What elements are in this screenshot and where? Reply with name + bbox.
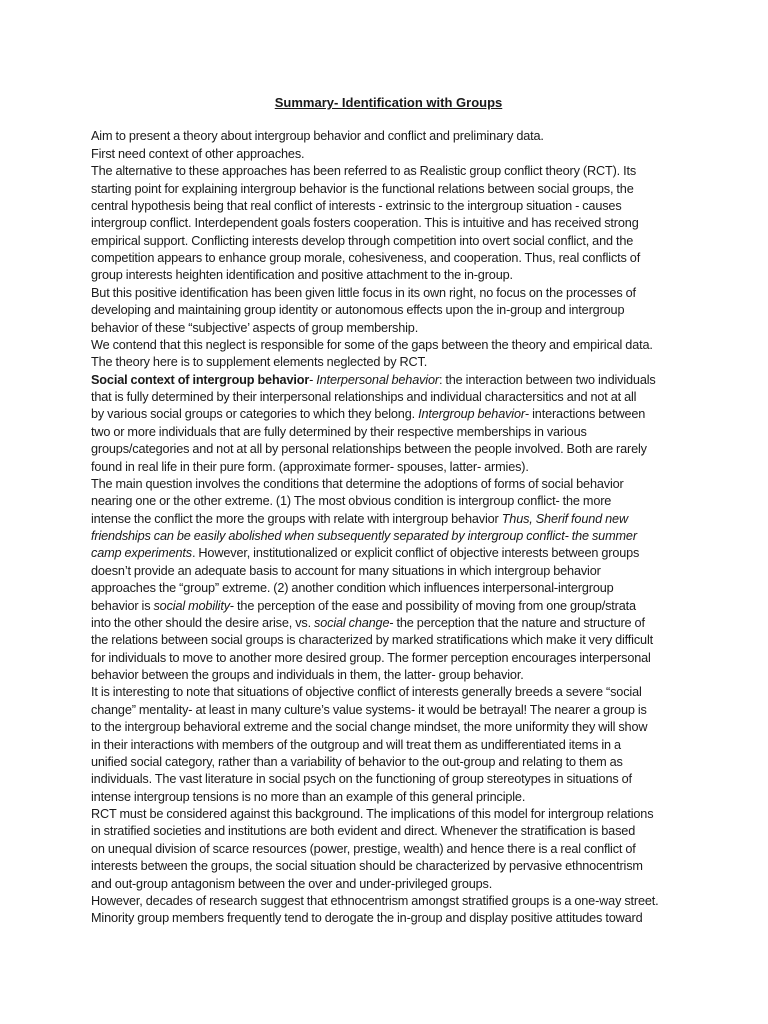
text-line [91, 267, 688, 284]
text-line [91, 459, 688, 476]
text-segment: two or more individuals that are fully determined by their respective memberships in various [91, 424, 587, 439]
text-segment: - the perception of the ease and possibility of moving from one group/strata [229, 598, 636, 613]
text-segment: behavior between the groups and individuals in them, the latter- group behavior. [91, 668, 524, 683]
text-segment: intense the conflict the more the groups with relate with intergroup behavior [91, 511, 502, 526]
text-line [91, 528, 688, 545]
text-line [91, 858, 688, 875]
text-line [91, 320, 688, 337]
text-segment: . However, institutionalized or explicit conflict of objective interests between groups [191, 546, 640, 561]
text-line [91, 737, 688, 754]
text-segment: change” mentality- at least in many culture’s value systems- it would be betrayal! The nearer a group is [91, 702, 647, 717]
text-line [91, 424, 688, 441]
text-segment: groups/categories and not at all by personal relationships between the people involved. Both are rarely [91, 442, 647, 457]
text-segment: The main question involves the conditions that determine the adoptions of forms of social behavior [91, 476, 624, 491]
text-segment: that is fully determined by their interpersonal relationships and individual charactersitics and not at all [91, 390, 637, 405]
document-body [91, 128, 688, 927]
text-line [91, 163, 688, 180]
text-line [91, 493, 688, 510]
page-title: Summary- Identification with Groups [274, 95, 503, 110]
text-line [91, 476, 688, 493]
text-line [91, 354, 688, 371]
text-line [91, 598, 688, 615]
text-segment: intense intergroup tensions is no more than an example of this general principle. [91, 789, 526, 804]
text-segment: - the perception that the nature and structure of [389, 615, 645, 630]
text-line [91, 372, 688, 389]
text-segment: unified social category, rather than a variability of behavior to the out-group and relating to them as [91, 754, 623, 769]
text-line [91, 545, 688, 562]
text-segment: group interests heighten identification and positive attachment to the in-group. [91, 268, 513, 283]
text-segment: and out-group antagonism between the over and under-privileged groups. [91, 876, 493, 891]
text-segment: - interactions between [524, 407, 646, 422]
text-line [91, 389, 688, 406]
italic-text: social mobility [153, 598, 230, 613]
text-line [91, 302, 688, 319]
text-segment: competition appears to enhance group morale, cohesiveness, and cooperation. Thus, real conflicts of [91, 251, 641, 266]
italic-text: camp experiments [91, 546, 192, 561]
text-line [91, 337, 688, 354]
italic-text: Thus, Sherif found new [501, 511, 628, 526]
text-line [91, 771, 688, 788]
text-line [91, 615, 688, 632]
text-segment: The theory here is to supplement elements neglected by RCT. [91, 355, 428, 370]
text-segment: We contend that this neglect is responsible for some of the gaps between the theory and empirical data. [91, 337, 653, 352]
text-segment: empirical support. Conflicting interests develop through competition into overt social conflict, and the [91, 233, 634, 248]
bold-text: Social context of intergroup behavior [91, 372, 310, 387]
text-segment: behavior of these “subjective’ aspects of group membership. [91, 320, 419, 335]
text-line [91, 511, 688, 528]
text-segment: central hypothesis being that real conflict of interests - extrinsic to the intergroup situation - causes [91, 198, 622, 213]
text-segment: The alternative to these approaches has been referred to as Realistic group conflict theory (RCT). Its [91, 164, 637, 179]
text-line [91, 876, 688, 893]
text-segment: : the interaction between two individuals [438, 372, 656, 387]
text-line [91, 563, 688, 580]
text-segment: intergroup conflict. Interdependent goals fosters cooperation. This is intuitive and has received strong [91, 216, 639, 231]
text-line [91, 580, 688, 597]
italic-text: friendships can be easily abolished when subsequently separated by intergroup conflict- the summer [91, 529, 637, 544]
text-line [91, 789, 688, 806]
italic-text: social change [314, 615, 390, 630]
italic-text: Intergroup behavior [418, 407, 525, 422]
text-segment: First need context of other approaches. [91, 146, 305, 161]
text-line [91, 632, 688, 649]
text-line [91, 128, 688, 145]
text-line [91, 667, 688, 684]
text-segment: RCT must be considered against this background. The implications of this model for intergroup relations [91, 807, 654, 822]
text-line [91, 250, 688, 267]
text-line [91, 198, 688, 215]
text-segment: to the intergroup behavioral extreme and the social change mindset, the more uniformity they will show [91, 720, 648, 735]
italic-text: Interpersonal behavior [316, 372, 439, 387]
text-line [91, 806, 688, 823]
text-segment: in stratified societies and institutions are both evident and direct. Whenever the stratification is based [91, 824, 636, 839]
text-segment: But this positive identification has been given little focus in its own right, no focus on the processes of [91, 285, 636, 300]
text-line [91, 285, 688, 302]
text-segment: in their interactions with members of the outgroup and will treat them as undifferentiated items in a [91, 737, 621, 752]
text-line [91, 650, 688, 667]
text-segment: behavior is [91, 598, 154, 613]
text-line [91, 754, 688, 771]
text-segment: doesn’t provide an adequate basis to account for many situations in which intergroup behavior [91, 563, 601, 578]
text-line [91, 719, 688, 736]
text-segment: approaches the “group” extreme. (2) another condition which influences interpersonal-intergroup [91, 581, 614, 596]
text-line [91, 181, 688, 198]
text-segment: found in real life in their pure form. (approximate former- spouses, latter- armies). [91, 459, 529, 474]
text-line [91, 441, 688, 458]
text-segment: It is interesting to note that situations of objective conflict of interests generally breeds a severe “social [91, 685, 642, 700]
text-segment: - [309, 372, 317, 387]
text-segment: starting point for explaining intergroup behavior is the functional relations between social groups, the [91, 181, 634, 196]
text-line [91, 233, 688, 250]
text-line [91, 146, 688, 163]
text-line [91, 215, 688, 232]
text-line [91, 910, 688, 927]
text-segment: by various social groups or categories to which they belong. [91, 407, 419, 422]
text-segment: developing and maintaining group identity or autonomous effects upon the in-group and intergroup [91, 303, 625, 318]
text-segment: the relations between social groups is characterized by marked stratifications which make it very difficult [91, 633, 653, 648]
text-segment: for individuals to move to another more desired group. The former perception encourages interpersonal [91, 650, 651, 665]
text-line [91, 684, 688, 701]
text-segment: Aim to present a theory about intergroup behavior and conflict and preliminary data. [91, 129, 544, 144]
text-segment: nearing one or the other extreme. (1) The most obvious condition is intergroup conflict- the more [91, 494, 612, 509]
text-line [91, 702, 688, 719]
text-line [91, 893, 688, 910]
text-line [91, 841, 688, 858]
text-segment: However, decades of research suggest that ethnocentrism amongst stratified groups is a one-way street. [91, 893, 659, 908]
text-segment: interests between the groups, the social situation should be characterized by pervasive ethnocentrism [91, 859, 643, 874]
text-line [91, 823, 688, 840]
text-segment: Minority group members frequently tend to derogate the in-group and display positive attitudes toward [91, 911, 643, 926]
text-segment: individuals. The vast literature in social psych on the functioning of group stereotypes in situations of [91, 772, 632, 787]
text-segment: into the other should the desire arise, vs. [91, 615, 315, 630]
text-line [91, 406, 688, 423]
text-segment: on unequal division of scarce resources (power, prestige, wealth) and hence there is a real conflict of [91, 841, 636, 856]
